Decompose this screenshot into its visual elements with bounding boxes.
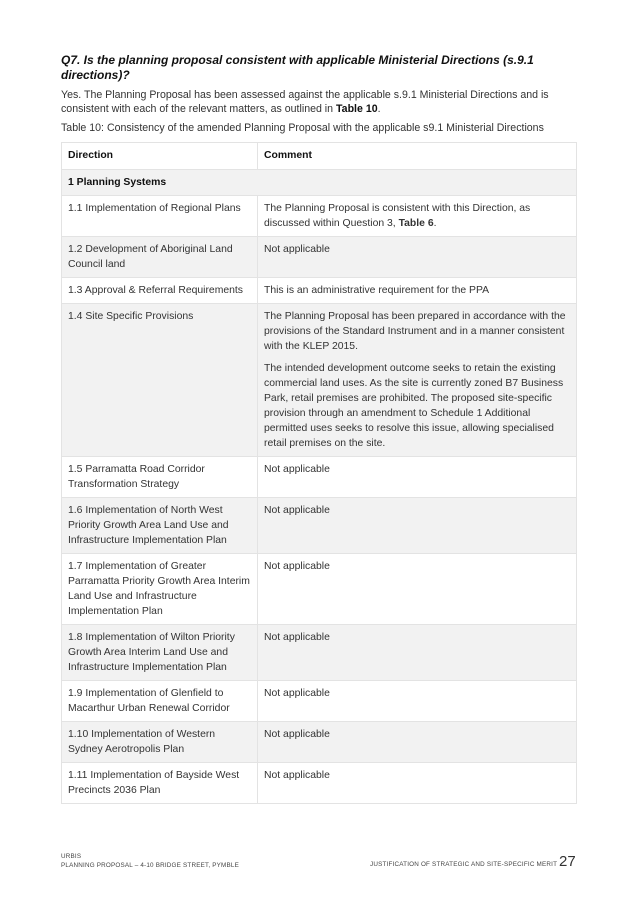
table-row bbox=[62, 457, 577, 498]
comment-cell: Not applicable bbox=[258, 681, 577, 722]
footer-left bbox=[61, 852, 239, 870]
table-row bbox=[62, 304, 577, 457]
table-row bbox=[62, 681, 577, 722]
table-row bbox=[62, 722, 577, 763]
direction-cell: 1.10 Implementation of Western Sydney Aerotropolis Plan bbox=[62, 722, 258, 763]
comment-end: . bbox=[433, 218, 437, 229]
comment-cell bbox=[258, 196, 577, 237]
direction-cell: 1.4 Site Specific Provisions bbox=[62, 304, 258, 457]
direction-cell: 1.9 Implementation of Glenfield to Macarthur Urban Renewal Corridor bbox=[62, 681, 258, 722]
table-row bbox=[62, 498, 577, 554]
direction-cell: 1.7 Implementation of Greater Parramatta Priority Growth Area Interim Land Use and Infrastructure Implementation Plan bbox=[62, 554, 258, 625]
comment-table-ref: Table 6 bbox=[398, 218, 434, 229]
comment-cell: Not applicable bbox=[258, 763, 577, 804]
direction-cell: 1.5 Parramatta Road Corridor Transformation Strategy bbox=[62, 457, 258, 498]
table-row bbox=[62, 237, 577, 278]
comment-cell: Not applicable bbox=[258, 625, 577, 681]
directions-table bbox=[61, 142, 577, 804]
table-row bbox=[62, 196, 577, 237]
table-row bbox=[62, 763, 577, 804]
comment-cell: This is an administrative requirement for the PPA bbox=[258, 278, 577, 304]
footer-doc-title: PLANNING PROPOSAL – 4-10 BRIDGE STREET, PYMBLE bbox=[61, 862, 239, 869]
page-number: 27 bbox=[559, 853, 576, 870]
footer-org: URBIS bbox=[61, 853, 82, 860]
table-row bbox=[62, 554, 577, 625]
direction-cell: 1.1 Implementation of Regional Plans bbox=[62, 196, 258, 237]
header-direction: Direction bbox=[62, 143, 258, 170]
header-comment: Comment bbox=[258, 143, 577, 170]
intro-table-ref: Table 10 bbox=[336, 102, 378, 115]
section-title: 1 Planning Systems bbox=[62, 170, 577, 196]
intro-end: . bbox=[377, 102, 381, 115]
comment-cell bbox=[258, 304, 577, 457]
comment-cell: Not applicable bbox=[258, 554, 577, 625]
direction-cell: 1.2 Development of Aboriginal Land Council land bbox=[62, 237, 258, 278]
direction-cell: 1.8 Implementation of Wilton Priority Growth Area Interim Land Use and Infrastructure Implementation Plan bbox=[62, 625, 258, 681]
table-row bbox=[62, 278, 577, 304]
table-caption: Table 10: Consistency of the amended Planning Proposal with the applicable s9.1 Ministerial Directions bbox=[61, 122, 544, 134]
comment-cell: Not applicable bbox=[258, 722, 577, 763]
direction-cell: 1.6 Implementation of North West Priority Growth Area Land Use and Infrastructure Implementation Plan bbox=[62, 498, 258, 554]
comment-paragraph: The Planning Proposal has been prepared in accordance with the provisions of the Standard Instrument and in a manner consistent with the KLEP 2015. bbox=[264, 311, 566, 352]
comment-cell: Not applicable bbox=[258, 457, 577, 498]
section-row bbox=[62, 170, 577, 196]
comment-cell: Not applicable bbox=[258, 237, 577, 278]
footer-section: JUSTIFICATION OF STRATEGIC AND SITE-SPECIFIC MERIT bbox=[370, 861, 558, 868]
comment-cell: Not applicable bbox=[258, 498, 577, 554]
question-heading: Q7. Is the planning proposal consistent with applicable Ministerial Directions (s.9.1 directions)? bbox=[61, 53, 534, 82]
intro-paragraph bbox=[61, 89, 581, 116]
comment-paragraph: The intended development outcome seeks to retain the existing commercial land uses. As the site is currently zoned B7 Business Park, retail premises are prohibited. The proposed site-specific provision through an amendment to Schedule 1 Additional permitted uses seeks to resolve this issue, allowing specialised retail premises on the site. bbox=[264, 363, 564, 449]
table-header-row bbox=[62, 143, 577, 170]
table-row bbox=[62, 625, 577, 681]
direction-cell: 1.3 Approval & Referral Requirements bbox=[62, 278, 258, 304]
comment-text: The Planning Proposal is consistent with this Direction, as discussed within Question 3, bbox=[264, 203, 531, 229]
intro-text: Yes. The Planning Proposal has been assessed against the applicable s.9.1 Ministerial Directions and is consistent with each of the relevant matters, as outlined in bbox=[61, 89, 549, 115]
direction-cell: 1.11 Implementation of Bayside West Precincts 2036 Plan bbox=[62, 763, 258, 804]
